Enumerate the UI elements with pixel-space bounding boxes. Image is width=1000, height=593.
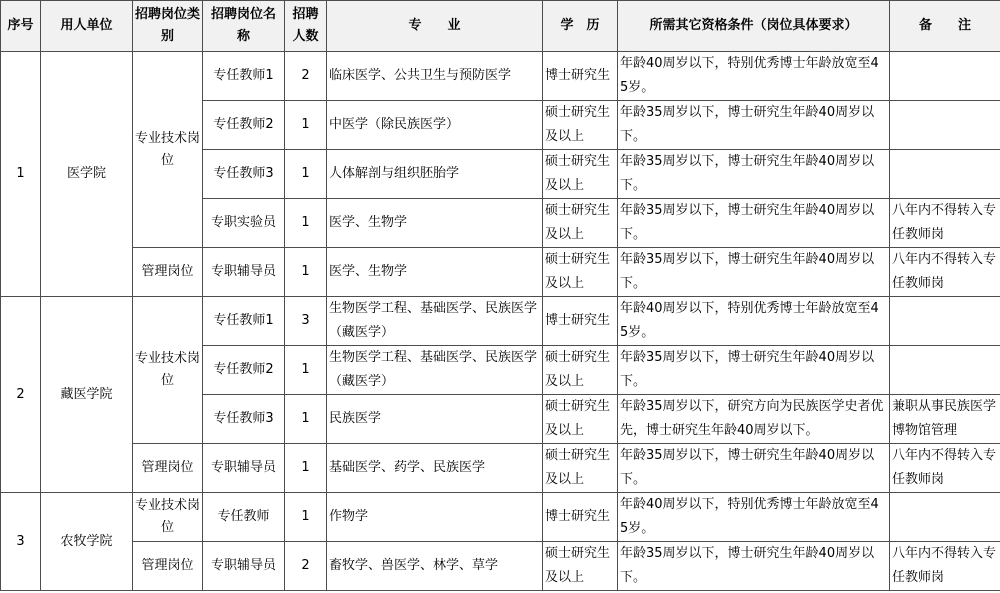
header-category: 招聘岗位类别 — [133, 1, 203, 52]
requirements-cell: 年龄35周岁以下，博士研究生年龄40周岁以下。 — [618, 199, 890, 248]
category-cell: 管理岗位 — [133, 248, 203, 297]
requirements-cell: 年龄35周岁以下，博士研究生年龄40周岁以下。 — [618, 542, 890, 591]
count-cell: 2 — [285, 52, 327, 101]
requirements-cell: 年龄35周岁以下，研究方向为民族医学史者优先，博士研究生年龄40周岁以下。 — [618, 395, 890, 444]
position-cell: 专职辅导员 — [203, 248, 285, 297]
requirements-cell: 年龄35周岁以下，博士研究生年龄40周岁以下。 — [618, 150, 890, 199]
education-cell: 硕士研究生及以上 — [543, 101, 618, 150]
header-unit: 用人单位 — [41, 1, 133, 52]
education-cell: 硕士研究生及以上 — [543, 150, 618, 199]
education-cell: 硕士研究生及以上 — [543, 199, 618, 248]
seq-cell: 2 — [1, 297, 41, 493]
remarks-cell — [890, 52, 1000, 101]
education-cell: 博士研究生 — [543, 297, 618, 346]
position-cell: 专任教师1 — [203, 52, 285, 101]
remarks-cell — [890, 297, 1000, 346]
header-requirements: 所需其它资格条件（岗位具体要求） — [618, 1, 890, 52]
requirements-cell: 年龄35周岁以下，博士研究生年龄40周岁以下。 — [618, 101, 890, 150]
major-cell: 医学、生物学 — [327, 199, 543, 248]
header-row — [1, 1, 1000, 52]
count-cell: 1 — [285, 493, 327, 542]
header-major: 专 业 — [327, 1, 543, 52]
remarks-cell: 八年内不得转入专任教师岗 — [890, 542, 1000, 591]
unit-cell: 藏医学院 — [41, 297, 133, 493]
table-row — [1, 248, 1000, 297]
seq-cell: 1 — [1, 52, 41, 297]
header-count: 招聘人数 — [285, 1, 327, 52]
major-cell: 民族医学 — [327, 395, 543, 444]
position-cell: 专任教师3 — [203, 395, 285, 444]
requirements-cell: 年龄40周岁以下，特别优秀博士年龄放宽至45岁。 — [618, 297, 890, 346]
major-cell: 医学、生物学 — [327, 248, 543, 297]
education-cell: 硕士研究生及以上 — [543, 248, 618, 297]
table-row — [1, 297, 1000, 346]
remarks-cell: 兼职从事民族医学博物馆管理 — [890, 395, 1000, 444]
position-cell: 专职实验员 — [203, 199, 285, 248]
count-cell: 1 — [285, 101, 327, 150]
education-cell: 博士研究生 — [543, 493, 618, 542]
category-cell: 专业技术岗位 — [133, 52, 203, 248]
remarks-cell — [890, 101, 1000, 150]
category-cell: 专业技术岗位 — [133, 493, 203, 542]
education-cell: 硕士研究生及以上 — [543, 444, 618, 493]
count-cell: 1 — [285, 150, 327, 199]
requirements-cell: 年龄40周岁以下，特别优秀博士年龄放宽至45岁。 — [618, 52, 890, 101]
major-cell: 畜牧学、兽医学、林学、草学 — [327, 542, 543, 591]
major-cell: 作物学 — [327, 493, 543, 542]
count-cell: 1 — [285, 346, 327, 395]
remarks-cell — [890, 493, 1000, 542]
table-row — [1, 493, 1000, 542]
remarks-cell — [890, 346, 1000, 395]
header-remarks: 备 注 — [890, 1, 1000, 52]
header-position: 招聘岗位名称 — [203, 1, 285, 52]
category-cell: 管理岗位 — [133, 444, 203, 493]
requirements-cell: 年龄35周岁以下，博士研究生年龄40周岁以下。 — [618, 346, 890, 395]
table-row — [1, 52, 1000, 101]
unit-cell: 医学院 — [41, 52, 133, 297]
education-cell: 博士研究生 — [543, 52, 618, 101]
requirements-cell: 年龄35周岁以下，博士研究生年龄40周岁以下。 — [618, 248, 890, 297]
requirements-cell: 年龄35周岁以下，博士研究生年龄40周岁以下。 — [618, 444, 890, 493]
major-cell: 基础医学、药学、民族医学 — [327, 444, 543, 493]
major-cell: 生物医学工程、基础医学、民族医学（藏医学） — [327, 297, 543, 346]
remarks-cell: 八年内不得转入专任教师岗 — [890, 199, 1000, 248]
header-seq: 序号 — [1, 1, 41, 52]
count-cell: 1 — [285, 248, 327, 297]
major-cell: 临床医学、公共卫生与预防医学 — [327, 52, 543, 101]
position-cell: 专任教师3 — [203, 150, 285, 199]
education-cell: 硕士研究生及以上 — [543, 542, 618, 591]
education-cell: 硕士研究生及以上 — [543, 395, 618, 444]
seq-cell: 3 — [1, 493, 41, 591]
major-cell: 人体解剖与组织胚胎学 — [327, 150, 543, 199]
position-cell: 专任教师2 — [203, 101, 285, 150]
remarks-cell: 八年内不得转入专任教师岗 — [890, 248, 1000, 297]
position-cell: 专职辅导员 — [203, 444, 285, 493]
unit-cell: 农牧学院 — [41, 493, 133, 591]
header-education: 学 历 — [543, 1, 618, 52]
major-cell: 生物医学工程、基础医学、民族医学（藏医学） — [327, 346, 543, 395]
remarks-cell — [890, 150, 1000, 199]
remarks-cell: 八年内不得转入专任教师岗 — [890, 444, 1000, 493]
count-cell: 1 — [285, 395, 327, 444]
table-row — [1, 542, 1000, 591]
table-row — [1, 444, 1000, 493]
major-cell: 中医学（除民族医学） — [327, 101, 543, 150]
count-cell: 3 — [285, 297, 327, 346]
category-cell: 专业技术岗位 — [133, 297, 203, 444]
position-cell: 专任教师 — [203, 493, 285, 542]
category-cell: 管理岗位 — [133, 542, 203, 591]
count-cell: 1 — [285, 199, 327, 248]
education-cell: 硕士研究生及以上 — [543, 346, 618, 395]
count-cell: 1 — [285, 444, 327, 493]
position-cell: 专任教师1 — [203, 297, 285, 346]
position-cell: 专职辅导员 — [203, 542, 285, 591]
count-cell: 2 — [285, 542, 327, 591]
position-cell: 专任教师2 — [203, 346, 285, 395]
requirements-cell: 年龄40周岁以下，特别优秀博士年龄放宽至45岁。 — [618, 493, 890, 542]
